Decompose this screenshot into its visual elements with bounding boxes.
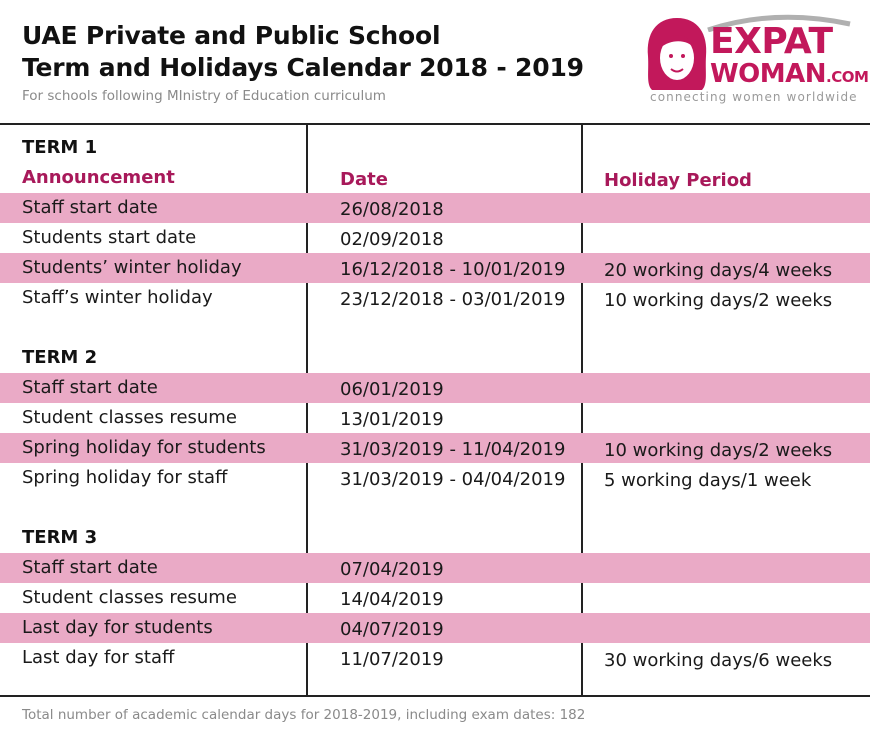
woman-face-icon <box>642 14 712 94</box>
date-cell: 31/03/2019 - 11/04/2019 <box>340 439 566 460</box>
announcement-cell: Students start date <box>22 227 197 248</box>
announcement-cell: Spring holiday for students <box>22 437 266 458</box>
date-cell: 31/03/2019 - 04/04/2019 <box>340 469 566 490</box>
date-cell: 23/12/2018 - 03/01/2019 <box>340 289 566 310</box>
expat-woman-logo <box>642 12 869 107</box>
date-cell: 14/04/2019 <box>340 589 444 610</box>
date-cell: 16/12/2018 - 10/01/2019 <box>340 259 566 280</box>
date-cell: 11/07/2019 <box>340 649 444 670</box>
table-bottom-border <box>0 695 870 697</box>
page-title <box>22 20 584 84</box>
date-cell: 07/04/2019 <box>340 559 444 580</box>
date-cell: 04/07/2019 <box>340 619 444 640</box>
title-line-1: UAE Private and Public School <box>22 21 441 50</box>
date-cell: 13/01/2019 <box>340 409 444 430</box>
logo-woman <box>710 60 868 91</box>
page-subtitle: For schools following MInistry of Education curriculum <box>22 88 386 104</box>
table-top-border <box>0 123 870 125</box>
date-cell: 06/01/2019 <box>340 379 444 400</box>
announcement-cell: Student classes resume <box>22 587 237 608</box>
header-holiday-period: Holiday Period <box>604 170 752 191</box>
date-cell: 02/09/2018 <box>340 229 444 250</box>
announcement-cell: Last day for staff <box>22 647 175 668</box>
holiday-cell: 30 working days/6 weeks <box>604 650 833 671</box>
date-cell: 26/08/2018 <box>340 199 444 220</box>
holiday-cell: 10 working days/2 weeks <box>604 290 833 311</box>
header-announcement: Announcement <box>22 167 175 188</box>
term-2-heading: TERM 2 <box>22 347 98 368</box>
announcement-cell: Staff start date <box>22 197 158 218</box>
term-1-heading: TERM 1 <box>22 137 98 158</box>
announcement-cell: Students’ winter holiday <box>22 257 242 278</box>
announcement-cell: Staff’s winter holiday <box>22 287 213 308</box>
announcement-cell: Staff start date <box>22 557 158 578</box>
logo-com: .COM <box>826 68 869 86</box>
holiday-cell: 20 working days/4 weeks <box>604 260 833 281</box>
title-line-2: Term and Holidays Calendar 2018 - 2019 <box>22 53 584 82</box>
announcement-cell: Last day for students <box>22 617 213 638</box>
logo-tagline: connecting women worldwide <box>650 90 858 104</box>
announcement-cell: Staff start date <box>22 377 158 398</box>
announcement-cell: Student classes resume <box>22 407 237 428</box>
logo-expat: EXPAT <box>710 21 833 62</box>
holiday-cell: 5 working days/1 week <box>604 470 812 491</box>
footer-note: Total number of academic calendar days for 2018-2019, including exam dates: 182 <box>22 707 586 723</box>
term-3-heading: TERM 3 <box>22 527 98 548</box>
header-date: Date <box>340 169 388 190</box>
holiday-cell: 10 working days/2 weeks <box>604 440 833 461</box>
logo-woman-word: WOMAN <box>710 59 827 89</box>
announcement-cell: Spring holiday for staff <box>22 467 228 488</box>
